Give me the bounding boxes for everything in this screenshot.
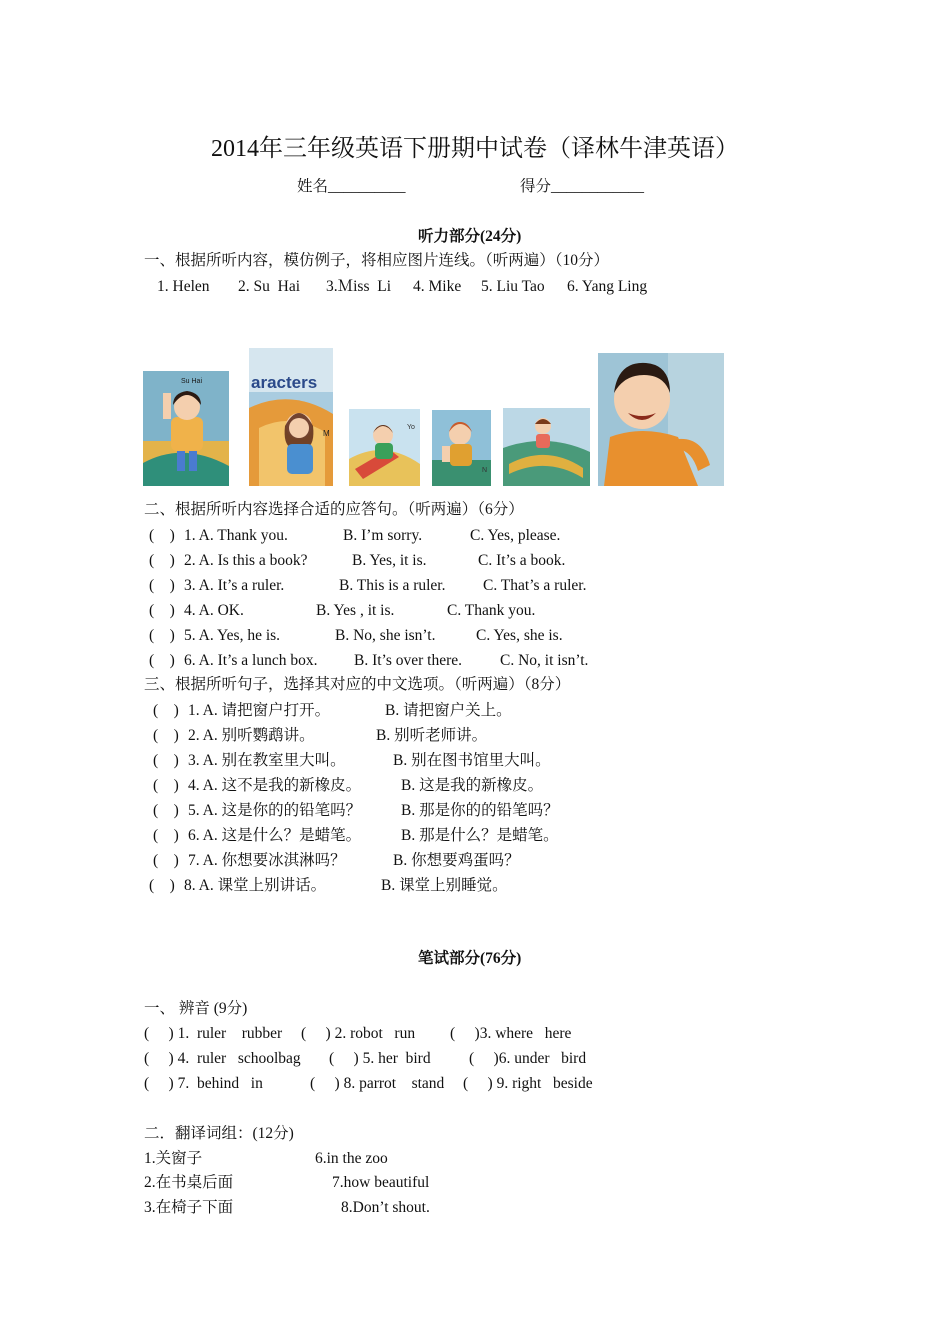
option-c: C. No, it isn’t. (500, 652, 589, 669)
answer-bracket[interactable]: ( ) (149, 602, 175, 619)
option-b: B. It’s over there. (354, 652, 463, 669)
translate-item-7: 7.how beautiful (332, 1174, 430, 1191)
option-a: 2. A. Is this a book? (184, 552, 308, 569)
pic-caption-characters: aracters (251, 373, 318, 392)
listening-heading: 听力部分(24分) (418, 228, 522, 245)
translate-item-3: 3.在椅子下面 (144, 1199, 234, 1216)
option-c: C. Thank you. (447, 602, 536, 619)
answer-bracket[interactable]: ( ) (149, 552, 175, 569)
picture-woman-boat (249, 348, 333, 486)
option-b: B. 请把窗户关上。 (385, 702, 512, 719)
listening-part1-instruction: 一、根据所听内容，模仿例子，将相应图片连线。（听两遍）（10分） (144, 252, 610, 269)
picture-kid-playground (503, 408, 590, 486)
answer-bracket[interactable]: ( ) (153, 802, 179, 819)
picture-boy-smiling (598, 353, 724, 486)
option-a: 4. A. OK. (184, 602, 244, 619)
picture-girl-slide (349, 409, 420, 486)
written-heading: 笔试部分(76分) (418, 950, 522, 967)
answer-bracket[interactable]: ( ) (149, 577, 175, 594)
option-a: 8. A. 课堂上别讲话。 (184, 877, 327, 894)
option-b: B. 那是什么？是蜡笔。 (401, 827, 559, 844)
answer-bracket[interactable]: ( ) (149, 652, 175, 669)
answer-bracket[interactable]: ( ) (149, 627, 175, 644)
option-b: B. Yes, it is. (352, 552, 427, 569)
written-part1-instruction: 一、 辨音 (9分) (144, 1000, 248, 1017)
pic-caption-yo: Yo (407, 424, 415, 431)
phonics-item-1[interactable]: ( ) 1. ruler rubber (144, 1025, 283, 1042)
translate-item-2: 2.在书桌后面 (144, 1174, 234, 1191)
answer-bracket[interactable]: ( ) (149, 877, 175, 894)
option-c: C. That’s a ruler. (483, 577, 587, 594)
phonics-item-6[interactable]: ( )6. under bird (469, 1050, 587, 1067)
option-b: B. I’m sorry. (343, 527, 423, 544)
option-a: 1. A. 请把窗户打开。 (188, 702, 331, 719)
option-a: 3. A. It’s a ruler. (184, 577, 285, 594)
option-a: 6. A. It’s a lunch box. (184, 652, 318, 669)
exam-title: 2014年三年级英语下册期中试卷（译林牛津英语） (211, 136, 739, 162)
answer-bracket[interactable]: ( ) (153, 702, 179, 719)
phonics-item-5[interactable]: ( ) 5. her bird (329, 1050, 431, 1067)
option-b: B. 你想要鸡蛋吗？ (393, 852, 520, 869)
pic-caption-su-hai: Su Hai (181, 378, 203, 385)
answer-bracket[interactable]: ( ) (153, 777, 179, 794)
phonics-item-2[interactable]: ( ) 2. robot run (301, 1025, 416, 1042)
option-c: C. Yes, please. (470, 527, 561, 544)
option-b: B. 别在图书馆里大叫。 (393, 752, 551, 769)
option-a: 2. A. 别听鹦鹉讲。 (188, 727, 315, 744)
listening-part3-instruction: 三、根据所听句子，选择其对应的中文选项。（听两遍）（8分） (144, 676, 571, 693)
option-b: B. 别听老师讲。 (376, 727, 488, 744)
option-a: 5. A. Yes, he is. (184, 627, 281, 644)
option-b: B. 课堂上别睡觉。 (381, 877, 508, 894)
option-a: 4. A. 这不是我的新橡皮。 (188, 777, 362, 794)
name-option-4: 4. Mike (413, 278, 462, 295)
name-option-3: 3.Ｍiss Li (326, 278, 392, 295)
option-a: 7. A. 你想要冰淇淋吗？ (188, 852, 346, 869)
phonics-item-4[interactable]: ( ) 4. ruler schoolbag (144, 1050, 301, 1067)
option-a: 5. A. 这是你的的铅笔吗？ (188, 802, 362, 819)
listening-part2-instruction: 二、根据所听内容选择合适的应答句。（听两遍）（6分） (144, 501, 524, 518)
answer-bracket[interactable]: ( ) (153, 852, 179, 869)
answer-bracket[interactable]: ( ) (153, 827, 179, 844)
name-option-1: 1. Helen (157, 278, 210, 295)
score-field: 得分____________ (520, 178, 645, 195)
translate-item-6: 6.in the zoo (315, 1150, 388, 1167)
option-b: B. 那是你的的铅笔吗？ (401, 802, 559, 819)
answer-bracket[interactable]: ( ) (149, 527, 175, 544)
answer-bracket[interactable]: ( ) (153, 727, 179, 744)
option-b: B. Yes , it is. (316, 602, 395, 619)
option-a: 6. A. 这是什么？是蜡笔。 (188, 827, 362, 844)
phonics-item-8[interactable]: ( ) 8. parrot stand (310, 1075, 445, 1092)
name-option-2: 2. Su Hai (238, 278, 300, 295)
translate-item-1: 1.关窗子 (144, 1150, 203, 1167)
picture-girl-waving (143, 371, 229, 486)
option-c: C. Yes, she is. (476, 627, 563, 644)
option-b: B. 这是我的新橡皮。 (401, 777, 544, 794)
answer-bracket[interactable]: ( ) (153, 752, 179, 769)
option-a: 1. A. Thank you. (184, 527, 288, 544)
option-a: 3. A. 别在教室里大叫。 (188, 752, 346, 769)
phonics-item-9[interactable]: ( ) 9. right beside (463, 1075, 593, 1092)
picture-boy-redhair (432, 410, 491, 486)
name-field: 姓名__________ (297, 178, 406, 195)
written-part2-instruction: 二．翻译词组：(12分) (144, 1125, 294, 1142)
pic-caption-m: M (323, 429, 330, 438)
option-b: B. No, she isn’t. (335, 627, 436, 644)
pic-caption-n: N (482, 467, 488, 474)
translate-item-8: 8.Don’t shout. (341, 1199, 430, 1216)
option-b: B. This is a ruler. (339, 577, 446, 594)
phonics-item-7[interactable]: ( ) 7. behind in (144, 1075, 263, 1092)
name-option-6: 6. Yang Ling (567, 278, 648, 295)
option-c: C. It’s a book. (478, 552, 566, 569)
phonics-item-3[interactable]: ( )3. where here (450, 1025, 572, 1042)
name-option-5: 5. Liu Tao (481, 278, 545, 295)
